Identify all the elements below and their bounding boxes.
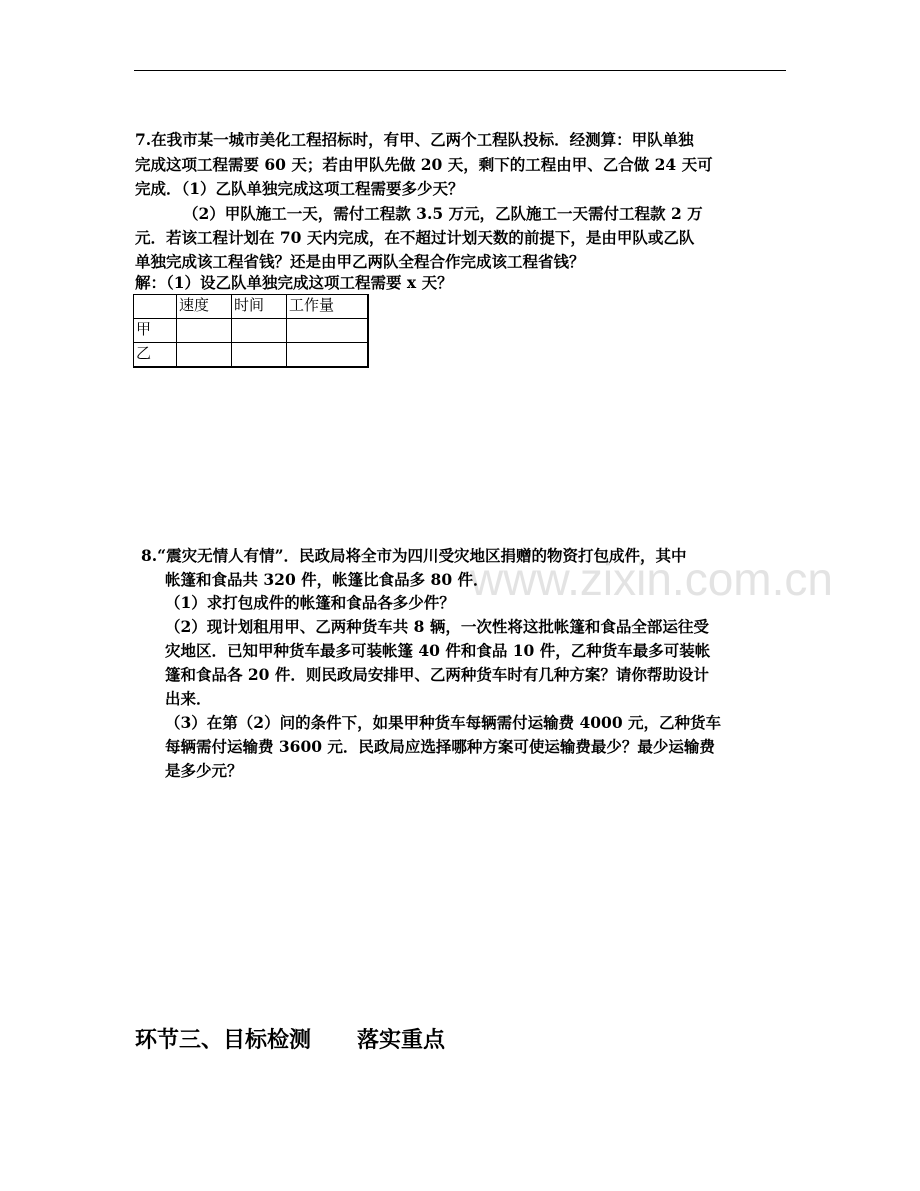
q7-line-2: 完成这项工程需要 60 天；若由甲队先做 20 天，剩下的工程由甲、乙合做 24 天可	[135, 155, 713, 174]
table-row-label: 乙	[134, 343, 177, 368]
q8-line-2: 帐篷和食品共 320 件，帐篷比食品多 80 件．	[165, 570, 489, 589]
watermark: www.zixin.com.cn	[470, 553, 833, 605]
q8-line-9: 每辆需付运输费 3600 元．民政局应选择哪种方案可使运输费最少？最少运输费	[165, 737, 715, 756]
q7-line-4: （2）甲队施工一天，需付工程款 3.5 万元，乙队施工一天需付工程款 2 万	[183, 204, 703, 223]
q8-line-5: 灾地区．已知甲种货车最多可装帐篷 40 件和食品 10 件，乙种货车最多可装帐	[165, 641, 711, 660]
table-header-cell: 时间	[232, 295, 287, 319]
header-rule	[134, 70, 786, 71]
table-cell	[177, 343, 232, 368]
q8-subquestion-1: （1）求打包成件的帐篷和食品各多少件？	[165, 593, 455, 612]
q7-line-1: 7.在我市某一城市美化工程招标时，有甲、乙两个工程队投标．经测算：甲队单独	[135, 130, 694, 149]
q7-solution-line: 解：（1）设乙队单独完成这项工程需要 x 天？	[135, 273, 453, 292]
q7-line-3: 完成．（1）乙队单独完成这项工程需要多少天？	[135, 179, 464, 198]
table-row	[134, 343, 369, 368]
table-header-cell: 工作量	[287, 295, 369, 319]
q7-line-5: 元．若该工程计划在 70 天内完成，在不超过计划天数的前提下，是由甲队或乙队	[135, 228, 695, 247]
table-cell	[177, 319, 232, 343]
q8-line-7: 出来．	[165, 689, 212, 708]
q8-subquestion-3: （3）在第（2）问的条件下，如果甲种货车每辆需付运输费 4000 元，乙种货车	[165, 713, 722, 732]
q8-line-1: 8.“震灾无情人有情”．民政局将全市为四川受灾地区捐赠的物资打包成件，其中	[141, 546, 687, 565]
section-title: 环节三、目标检测 落实重点	[135, 1027, 445, 1053]
q8-subquestion-2: （2）现计划租用甲、乙两种货车共 8 辆，一次性将这批帐篷和食品全部运往受	[165, 617, 709, 636]
table-row	[134, 319, 369, 343]
table-cell	[232, 343, 287, 368]
work-rate-table	[133, 294, 369, 368]
table-row-label: 甲	[134, 319, 177, 343]
table-cell	[232, 319, 287, 343]
table-header-cell	[134, 295, 177, 319]
q8-line-6: 篷和食品各 20 件．则民政局安排甲、乙两种货车时有几种方案？请你帮助设计	[165, 665, 709, 684]
q7-line-6: 单独完成该工程省钱？还是由甲乙两队全程合作完成该工程省钱？	[135, 252, 585, 271]
table-header-row	[134, 295, 369, 319]
table-header-cell: 速度	[177, 295, 232, 319]
table-cell	[287, 319, 369, 343]
q8-line-10: 是多少元？	[165, 761, 243, 780]
table-cell	[287, 343, 369, 368]
